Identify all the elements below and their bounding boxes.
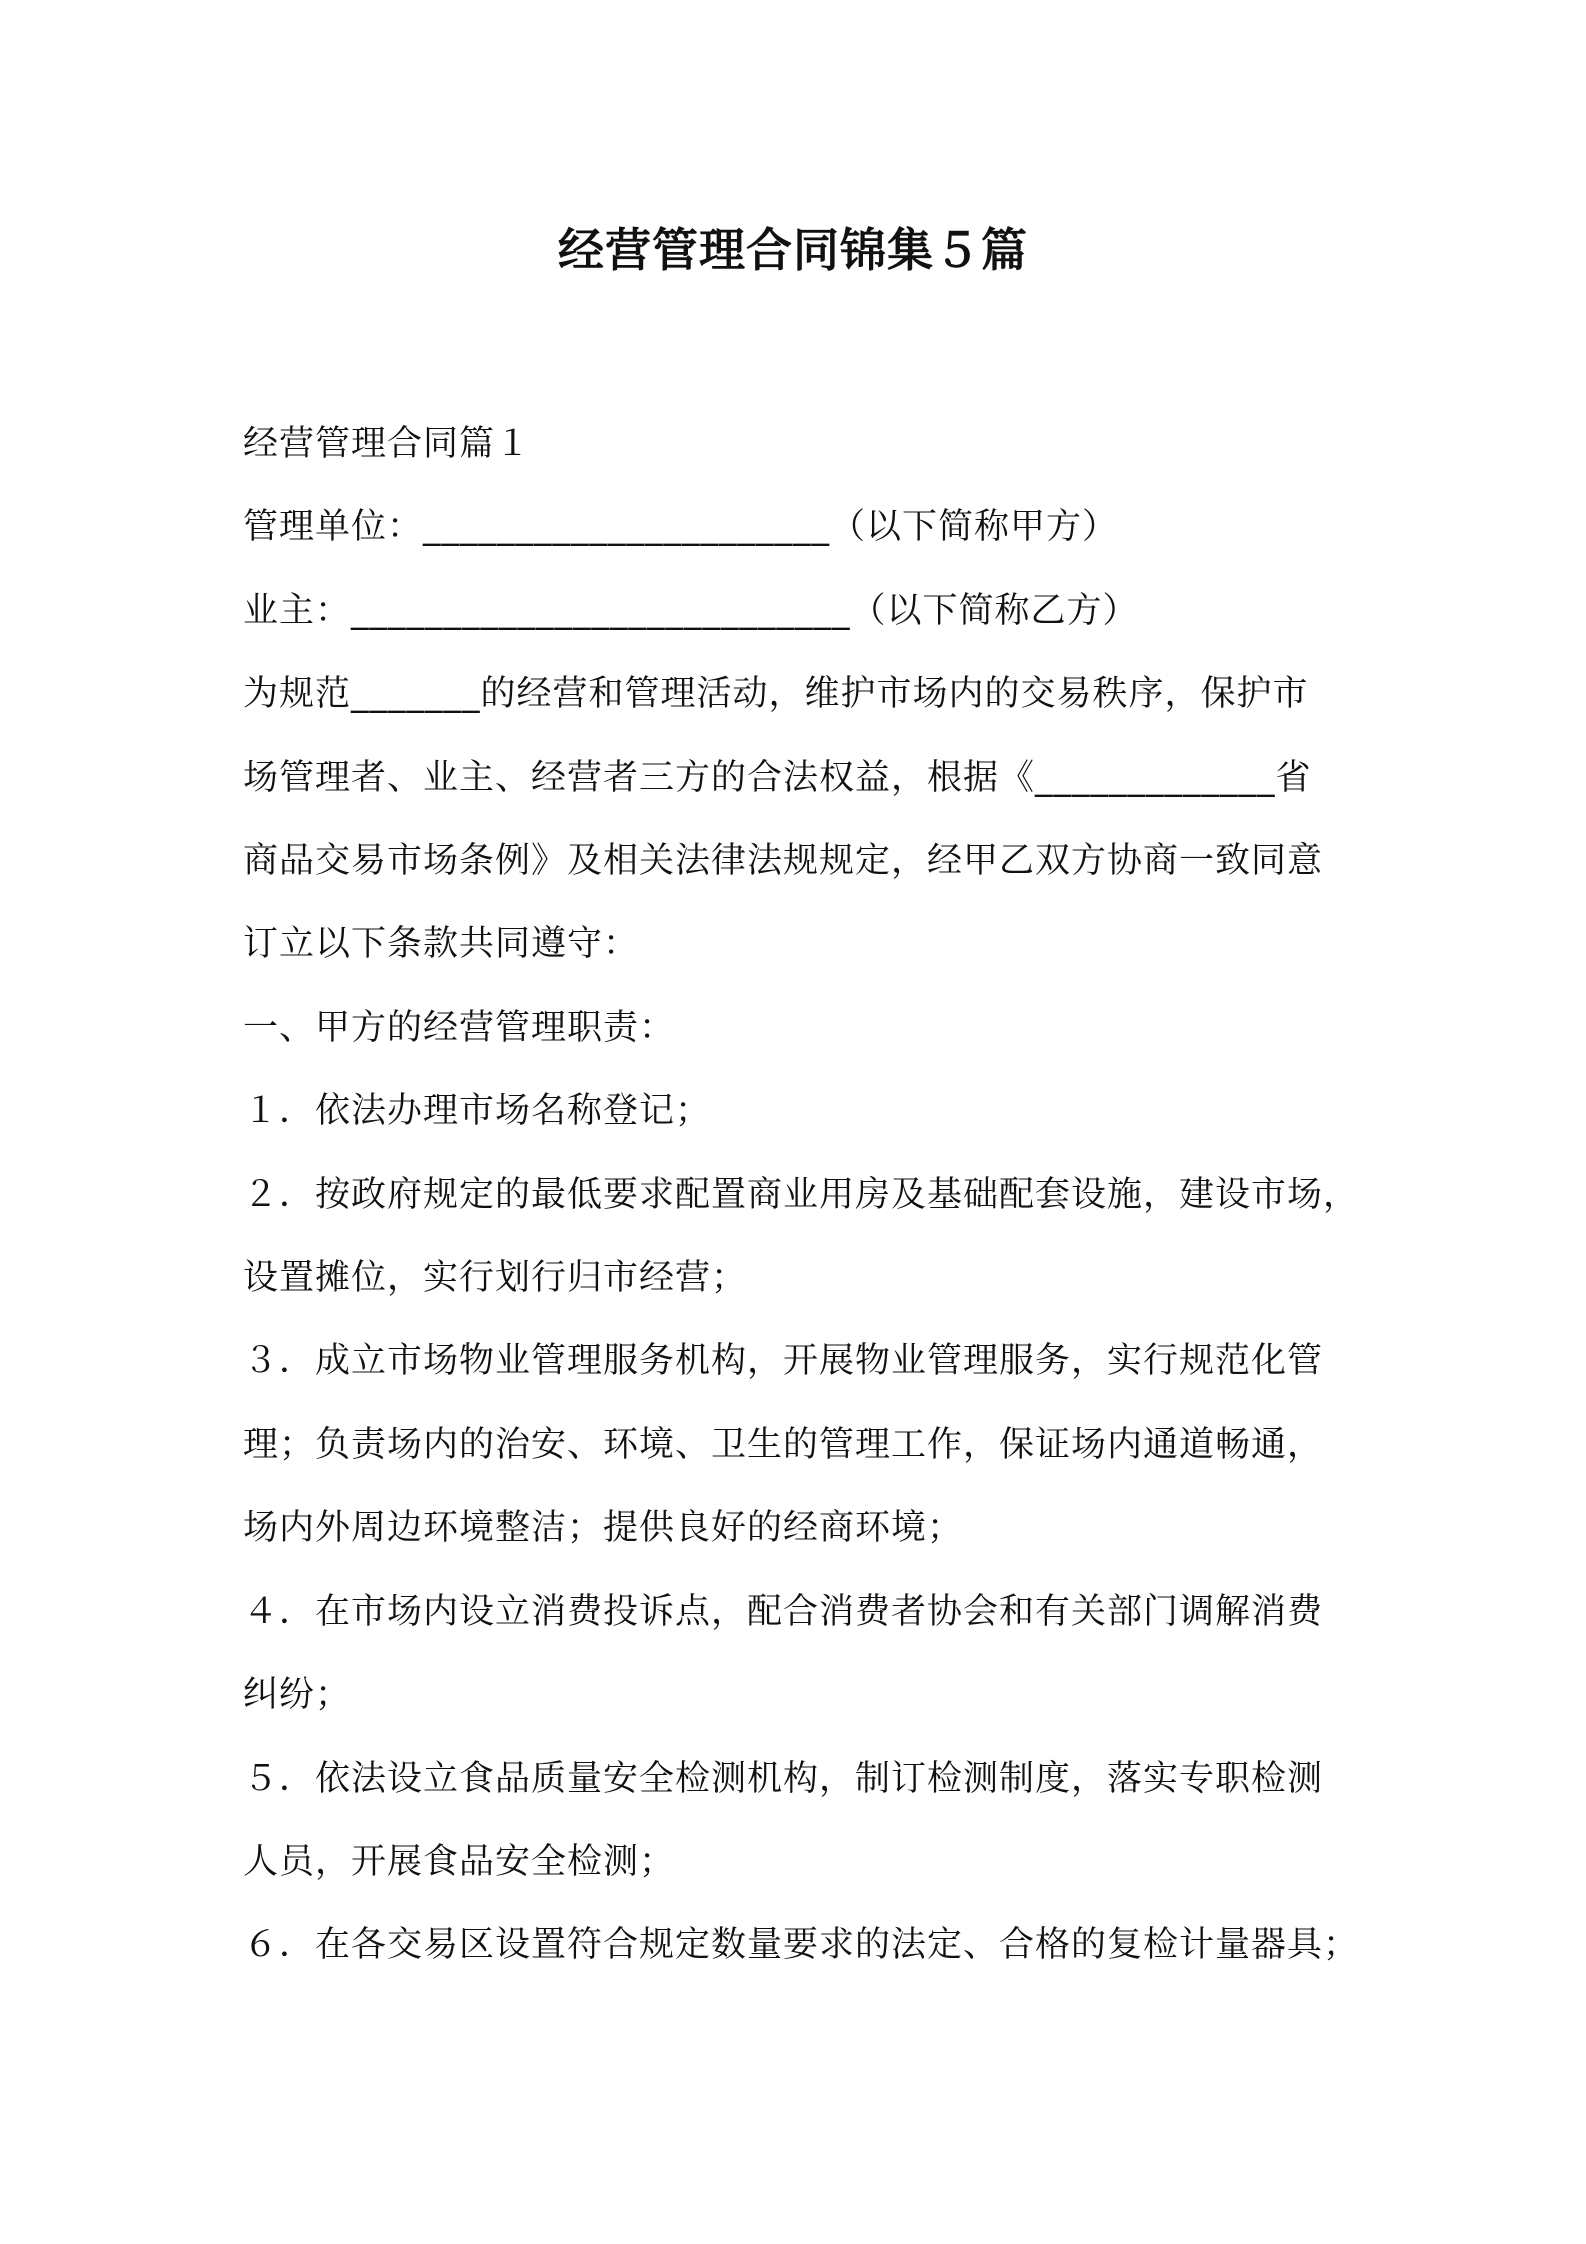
clause-item: ２．按政府规定的最低要求配置商业用房及基础配套设施，建设市场， — [243, 1174, 1360, 1215]
clause-item: ４．在市场内设立消费投诉点，配合消费者协会和有关部门调解消费 — [243, 1591, 1324, 1632]
owner-line: 业主：___________________________（以下简称乙方） — [243, 590, 1139, 631]
clause-item: ６．在各交易区设置符合规定数量要求的法定、合格的复检计量器具； — [243, 1925, 1360, 1966]
clause-item-continued: 人员，开展食品安全检测； — [243, 1841, 676, 1882]
clause-heading: 一、甲方的经营管理职责： — [243, 1007, 676, 1048]
clause-item-continued: 场内外周边环境整洁；提供良好的经商环境； — [243, 1508, 964, 1549]
clause-item-continued: 纠纷； — [243, 1675, 352, 1716]
paragraph-line: 为规范_______的经营和管理活动，维护市场内的交易秩序，保护市 — [243, 674, 1309, 715]
paragraph-line: 场管理者、业主、经营者三方的合法权益，根据《_____________省 — [243, 757, 1312, 798]
clause-item: ５．依法设立食品质量安全检测机构，制订检测制度，落实专职检测 — [243, 1758, 1324, 1799]
paragraph-line: 订立以下条款共同遵守： — [243, 924, 640, 965]
clause-item-continued: 设置摊位，实行划行归市经营； — [243, 1258, 748, 1299]
clause-item: １．依法办理市场名称登记； — [243, 1091, 712, 1132]
clause-item: ３．成立市场物业管理服务机构，开展物业管理服务，实行规范化管 — [243, 1341, 1324, 1382]
management-unit-line: 管理单位：______________________（以下简称甲方） — [243, 507, 1119, 548]
document-title: 经营管理合同锦集５篇 — [558, 223, 1028, 277]
clause-item-continued: 理；负责场内的治安、环境、卫生的管理工作，保证场内通道畅通， — [243, 1424, 1324, 1465]
paragraph-line: 商品交易市场条例》及相关法律法规规定，经甲乙双方协商一致同意 — [243, 841, 1324, 882]
section-heading: 经营管理合同篇１ — [243, 424, 532, 464]
document-body — [243, 403, 1368, 1988]
